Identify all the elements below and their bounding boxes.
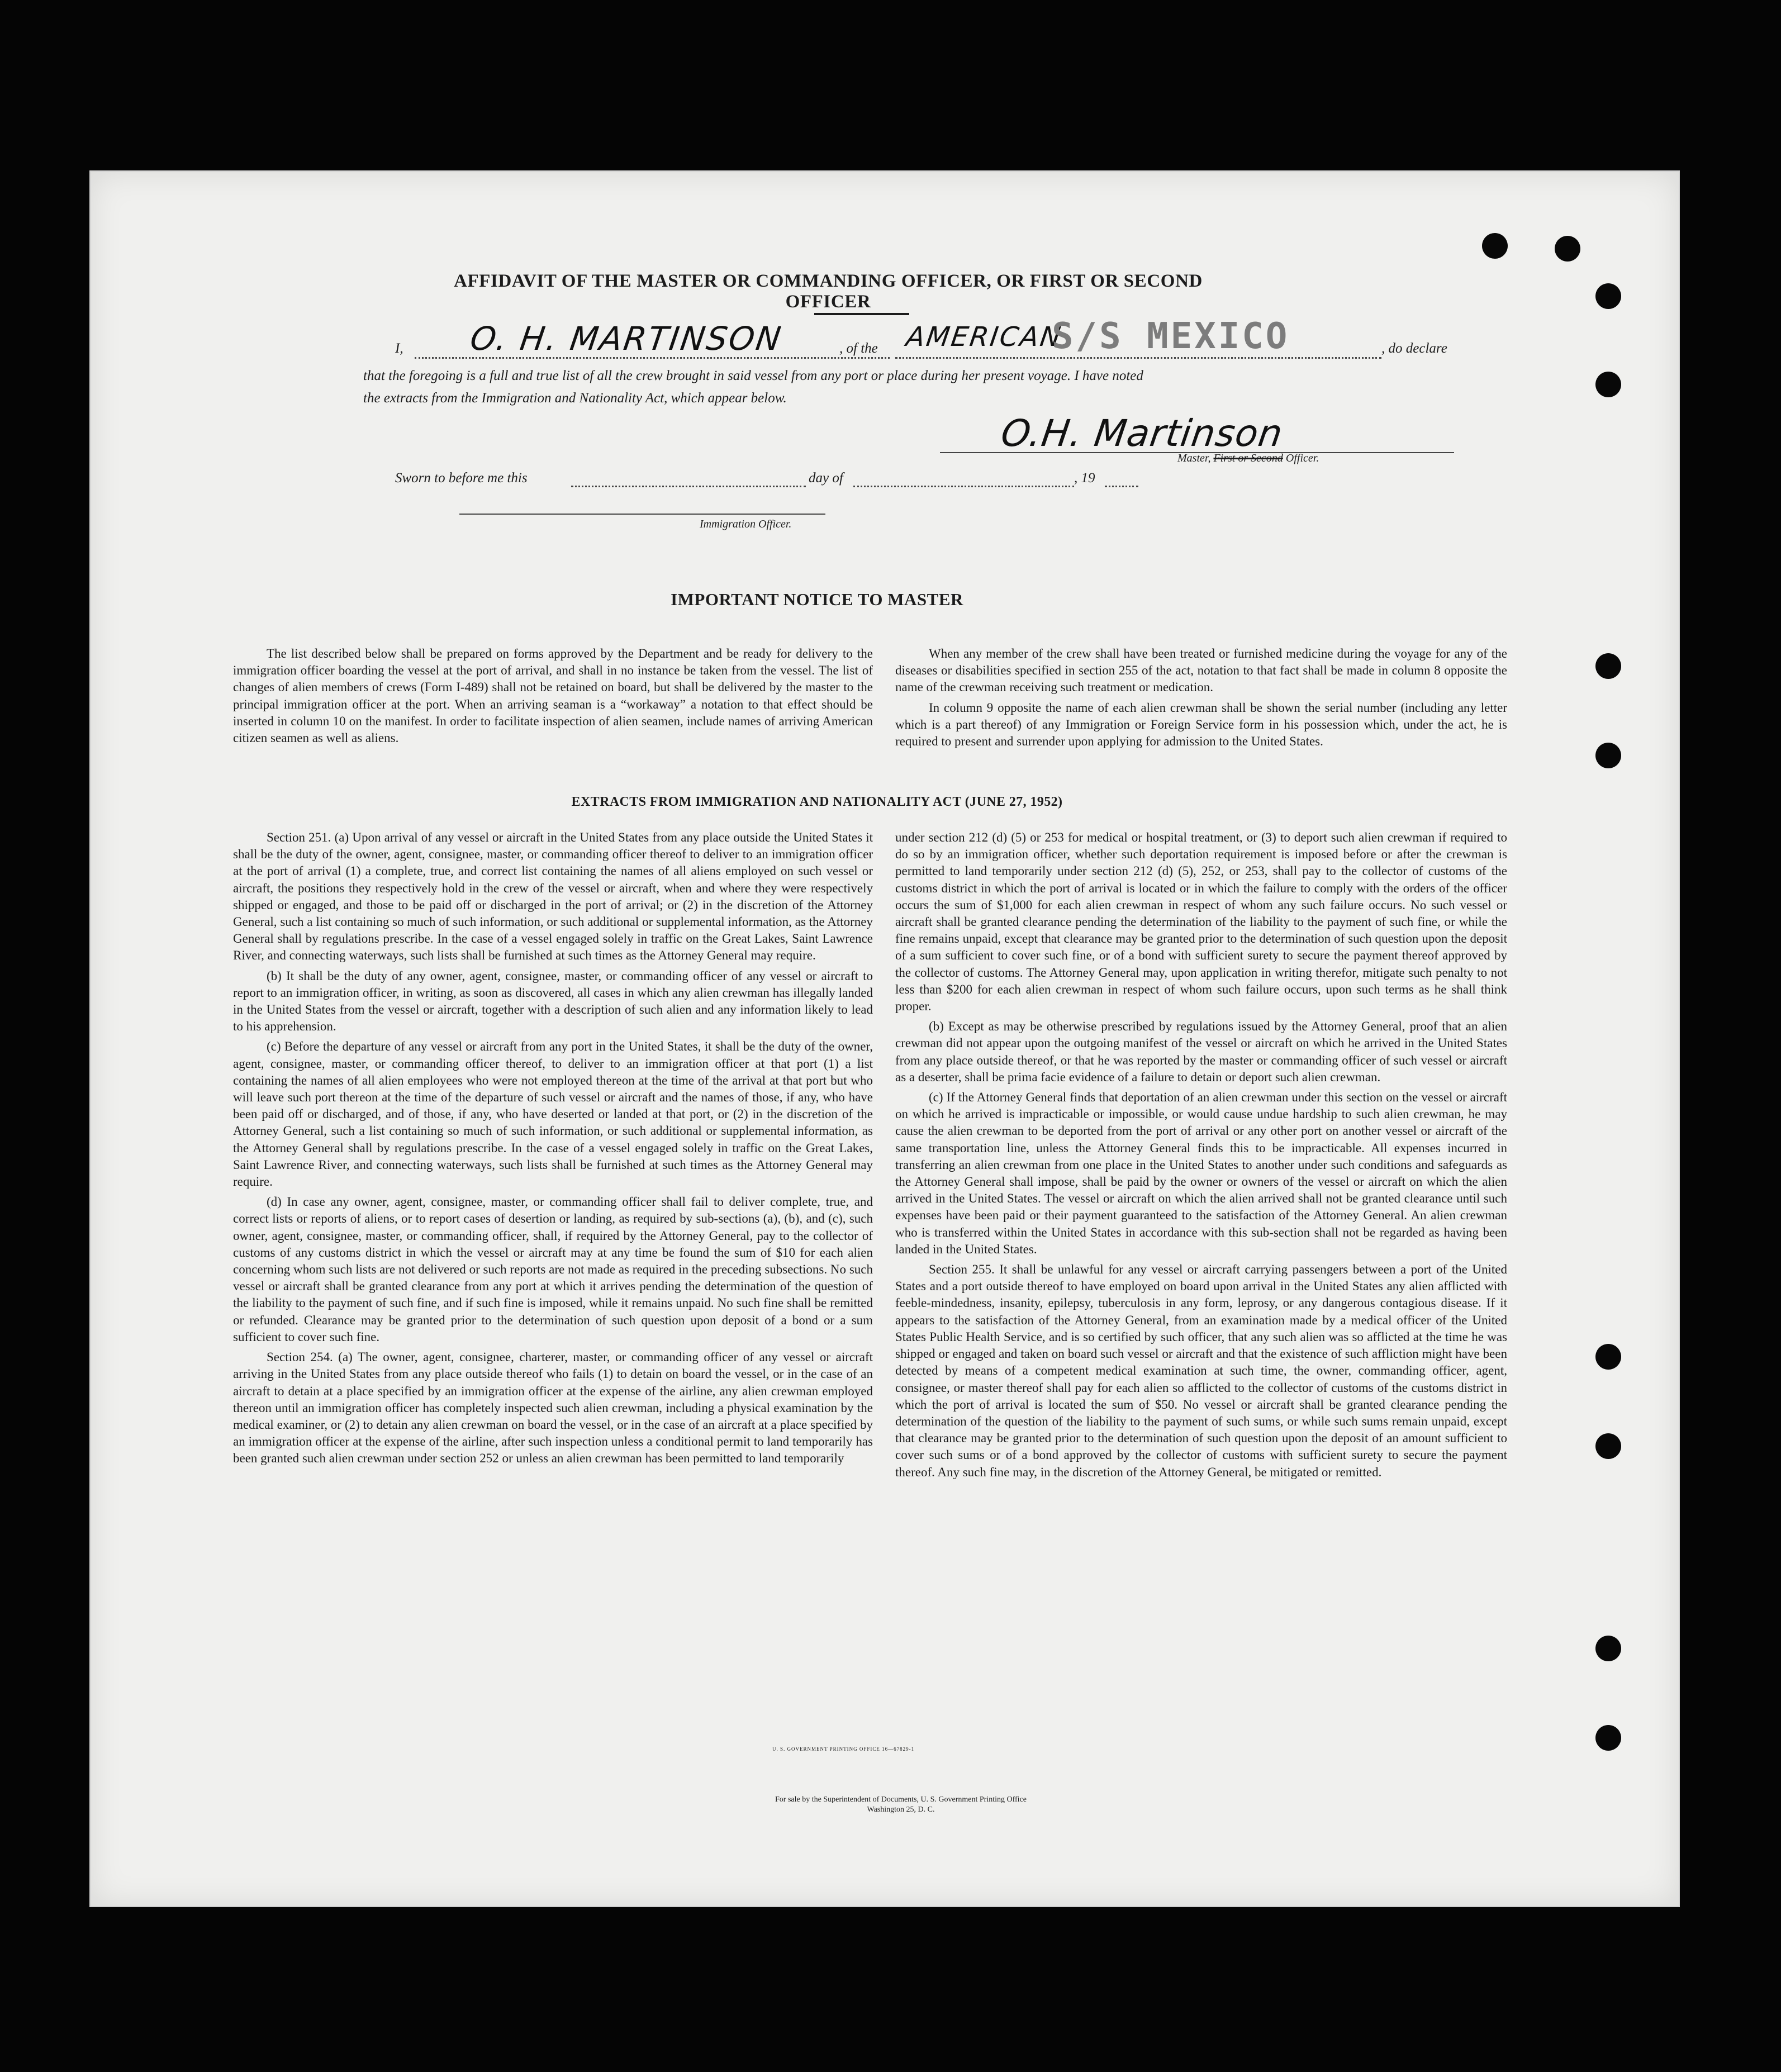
notice-paragraph: In column 9 opposite the name of each alien crewman shall be shown the serial number (including any letter which is a part thereof) of any Immigration or Foreign Service form in his possession which, under the act, he is required to present and surrender upon applying for admission to the United States. (895, 700, 1507, 749)
extracts-left-column (233, 829, 873, 1894)
affidavit-title: AFFIDAVIT OF THE MASTER OR COMMANDING OFFICER, OR FIRST OR SECOND OFFICER (454, 271, 1203, 312)
extracts-title: EXTRACTS FROM IMMIGRATION AND NATIONALITY ACT (JUNE 27, 1952) (571, 795, 1063, 809)
extract-paragraph: Section 251. (a) Upon arrival of any vessel or aircraft in the United States from any place outside the United States it shall be the duty of the owner, agent, consignee, master, or commanding officer thereof to deliver to an immigration officer at the port of arrival (1) a complete, true, and correct list containing the names of all aliens employed on such vessel or aircraft, the positions they respectively hold in the crew of the vessel or aircraft, when and where they were respectively shipped or engaged, and those to be paid off or discharged in the port of arrival; or (2) in the discretion of the Attorney General, such a list containing so much of such information, or such additional or supplemental information, as the Attorney General shall by regulations prescribe. In the case of a vessel engaged solely in traffic on the Great Lakes, Saint Lawrence River, and connecting waterways, such lists shall be furnished at such times as the Attorney General may require. (233, 830, 873, 963)
extract-paragraph: (c) Before the departure of any vessel or aircraft from any port in the United States, it shall be the duty of the owner, agent, consignee, master, or commanding officer thereof, to deliver to an immigration officer at that port (1) a list containing the names of all alien employees who were not employed thereon at the time of the arrival at that port but who will leave such port thereon at the time of the departure of such vessel or aircraft and the names of those, if any, who have been paid off or discharged, and of those, if any, who have deserted or landed at that port, or (2) in the discretion of the Attorney General, such a list containing so much of such information, or such additional or supplemental information, as the Attorney General shall by regulations prescribe. In the case of a vessel engaged solely in traffic on the Great Lakes, Saint Lawrence River, and connecting waterways, such lists shall be furnished at such times as the Attorney General may require. (233, 1039, 873, 1189)
extract-paragraph: (d) In case any owner, agent, consignee, master, or commanding officer shall fail to deliver complete, true, and correct lists or reports of aliens, or to report cases of desertion or landing, as required by sub-sections (a), (b), and (c), such owner, agent, consignee, master, or commanding officer, shall, if required by the Attorney General, pay to the collector of customs of any customs district in which the vessel or aircraft may at any time be found the sum of $10 for each alien concerning whom such lists are not delivered or such reports are not made as required in the preceding subsections. No such vessel or aircraft shall be granted clearance from any port at which it arrives pending the determination of the question of the liability to the payment of such fine, and if such fine is imposed, while it remains unpaid. No such fine shall be remitted or refunded. Clearance may be granted prior to the determination of such question upon deposit of a bond or a sum sufficient to cover such fine. (233, 1195, 873, 1344)
of-the-label: , of the (839, 341, 878, 356)
printer-code: U. S. GOVERNMENT PRINTING OFFICE 16—67829-1 (772, 1746, 915, 1752)
month-line (853, 486, 1074, 487)
punch-hole (1595, 283, 1621, 309)
extract-paragraph: (b) It shall be the duty of any owner, agent, consignee, master, or commanding officer of any vessel or aircraft to report to an immigration officer, in writing, as soon as discovered, all cases in which any alien crewman has illegally landed in the United States from the vessel or aircraft, together with a description of such alien and any information likely to lead to his apprehension. (233, 968, 873, 1034)
extract-paragraph: Section 254. (a) The owner, agent, consignee, charterer, master, or commanding officer of any vessel or aircraft arriving in the United States from any place outside thereof who fails (1) to detain on board the vessel, or in the case of an aircraft to detain at a place specified by an immigration officer at the expense of the airline, any alien crewman employed thereon until an immigration officer has completely inspected such alien crewman, including a physical examination by the medical examiner, or (2) to detain any alien crewman on board the vessel, or in the case of an aircraft at a place specified by an immigration officer at the expense of the airline, after such inspection unless a conditional permit to land temporarily has been granted such alien crewman under section 252 or unless an alien crewman has been permitted to land temporarily (233, 1350, 873, 1466)
year-label: , 19 (1074, 471, 1095, 486)
sworn-label: Sworn to before me this (395, 471, 528, 486)
caption-master: Master, (1177, 452, 1211, 464)
sworn-date-line (571, 486, 806, 487)
signature-caption (1177, 452, 1319, 465)
form-page (89, 170, 1680, 1907)
nationality-handwritten: AMERICAN (904, 321, 1065, 353)
extract-paragraph: (b) Except as may be otherwise prescribed by regulations issued by the Attorney General, proof that an alien crewman did not appear upon the outgoing manifest of the vessel or aircraft on which he arrived in the United States from any place outside thereof, or that he was reported by the master or commanding officer of such vessel or aircraft as a deserter, shall be prima facie evidence of a failure to detain or deport such alien crewman. (895, 1019, 1507, 1084)
punch-hole (1595, 743, 1621, 768)
extract-paragraph: under section 212 (d) (5) or 253 for medical or hospital treatment, or (3) to deport such alien crewman if required to do so by an immigration officer, whether such deportation requirement is imposed before or after the crewman is permitted to land temporarily under section 212 (d) (5), 252, or 253, shall pay to the collector of customs of the customs district in which the port of arrival is located or in which the failure to comply with the orders of the officer occurs the sum of $1,000 for each alien crewman in respect of whom any such failure occurs. No such vessel or aircraft shall be granted clearance pending the determination of the liability to the payment of such fine, or while the fine remains unpaid, except that clearance may be granted prior to the determination of such question upon the deposit of a sum sufficient to cover such fine, or of a bond with sufficient surety to secure the payment thereof approved by the collector of customs. The Attorney General may, upon application in writing therefor, mitigate such penalty to not less than $200 for each alien crewman in respect of whom such failure occurs, upon such terms as he shall think proper. (895, 830, 1507, 1014)
punch-hole (1595, 1344, 1621, 1370)
punch-hole (1595, 372, 1621, 397)
notice-paragraph: When any member of the crew shall have been treated or furnished medicine during the voyage for any of the diseases or disabilities specified in section 255 of the act, notation to that fact shall be made in column 8 opposite the name of the crewman receiving such treatment or medication. (895, 647, 1507, 695)
officer-signature-line (459, 514, 825, 515)
punch-hole (1595, 1725, 1621, 1751)
declaration-line-3: the extracts from the Immigration and Nationality Act, which appear below. (363, 391, 787, 406)
officer-label: Immigration Officer. (700, 518, 792, 530)
master-signature: O.H. Martinson (998, 412, 1286, 455)
punch-hole (1482, 233, 1508, 259)
punch-hole (1595, 1433, 1621, 1459)
vessel-stamp: S/S MEXICO (1052, 316, 1290, 357)
sale-line-1: For sale by the Superintendent of Documents, U. S. Government Printing Office (775, 1795, 1027, 1804)
notice-title: IMPORTANT NOTICE TO MASTER (671, 590, 963, 609)
year-line (1105, 486, 1138, 487)
do-declare-label: , do declare (1381, 341, 1447, 356)
caption-officer: Officer. (1285, 452, 1319, 464)
i-label: I, (395, 341, 403, 356)
vessel-line (895, 357, 1381, 359)
extract-paragraph: Section 255. It shall be unlawful for any vessel or aircraft carrying passengers between a port of the United States and a port outside thereof to have employed on board upon arrival in the United States any alien afflicted with feeble-mindedness, insanity, epilepsy, tuberculosis in any form, leprosy, or any dangerous contagious disease. If it appears to the satisfaction of the Attorney General, from an examination made by a medical officer of the United States Public Health Service, and is so certified by such officer, that any such alien was so afflicted at the time he was shipped or engaged and taken on board such vessel or aircraft and that the existence of such affliction might have been detected by means of a competent medical examination at such time, the owner, commanding officer, agent, consignee, or master thereof shall pay for each alien so afflicted to the collector of customs of the customs district in which the port of arrival is located the sum of $50. No vessel or aircraft shall be granted clearance pending the determination of the question of the liability to the payment of such sums, or while such sums remain unpaid, except that clearance may be granted prior to the determination of such question upon the deposit of an amount sufficient to cover such sums or of a bond approved by the collector of customs with sufficient surety to secure the payment thereof. Any such fine may, in the discretion of the Attorney General, be mitigated or remitted. (895, 1262, 1507, 1479)
punch-hole (1555, 236, 1580, 262)
notice-right-column (895, 645, 1507, 788)
name-handwritten: O. H. MARTINSON (468, 320, 785, 358)
punch-hole (1595, 1636, 1621, 1661)
extracts-right-column (895, 829, 1507, 1894)
notice-paragraph: The list described below shall be prepared on forms approved by the Department and be ready for delivery to the immigration officer boarding the vessel at the port of arrival, and shall in no instance be taken from the vessel. The list of changes of alien members of crews (Form I-489) shall not be retained on board, but shall be delivered by the master to the principal immigration officer at the port. When an arriving seaman is a “workaway” a notation to that effect should be inserted in column 10 on the manifest. In order to facilitate inspection of alien seamen, include names of arriving American citizen seamen as well as aliens. (233, 647, 873, 745)
day-of-label: day of (809, 471, 843, 486)
declaration-line-2: that the foregoing is a full and true list of all the crew brought in said vessel from any port or place during her present voyage. I have noted (363, 368, 1143, 383)
extract-paragraph: (c) If the Attorney General finds that deportation of an alien crewman under this section on the vessel or aircraft on which he arrived is impracticable or impossible, or would cause undue hardship to such alien crewman, he may cause the alien crewman to be deported from the port of arrival or any other port on another vessel or aircraft of the same transportation line, unless the Attorney General finds this to be impracticable. All expenses incurred in transferring an alien crewman from one place in the United States to another under such conditions and safeguards as the Attorney General shall impose, shall be paid by the owner or owners of the vessel or aircraft on which the alien arrived in the United States. The vessel or aircraft on which the alien arrived shall not be granted clearance until such expenses have been paid or their payment guaranteed to the satisfaction of the Attorney General. An alien crewman who is transferred within the United States in accordance with this sub-section shall not be regarded as having been landed in the United States. (895, 1090, 1507, 1256)
caption-struck: First or Second (1213, 452, 1283, 464)
notice-left-column (233, 645, 873, 788)
sale-notice (593, 1795, 1208, 1815)
sale-line-2: Washington 25, D. C. (867, 1805, 935, 1814)
punch-hole (1595, 653, 1621, 679)
title-divider (814, 313, 909, 315)
